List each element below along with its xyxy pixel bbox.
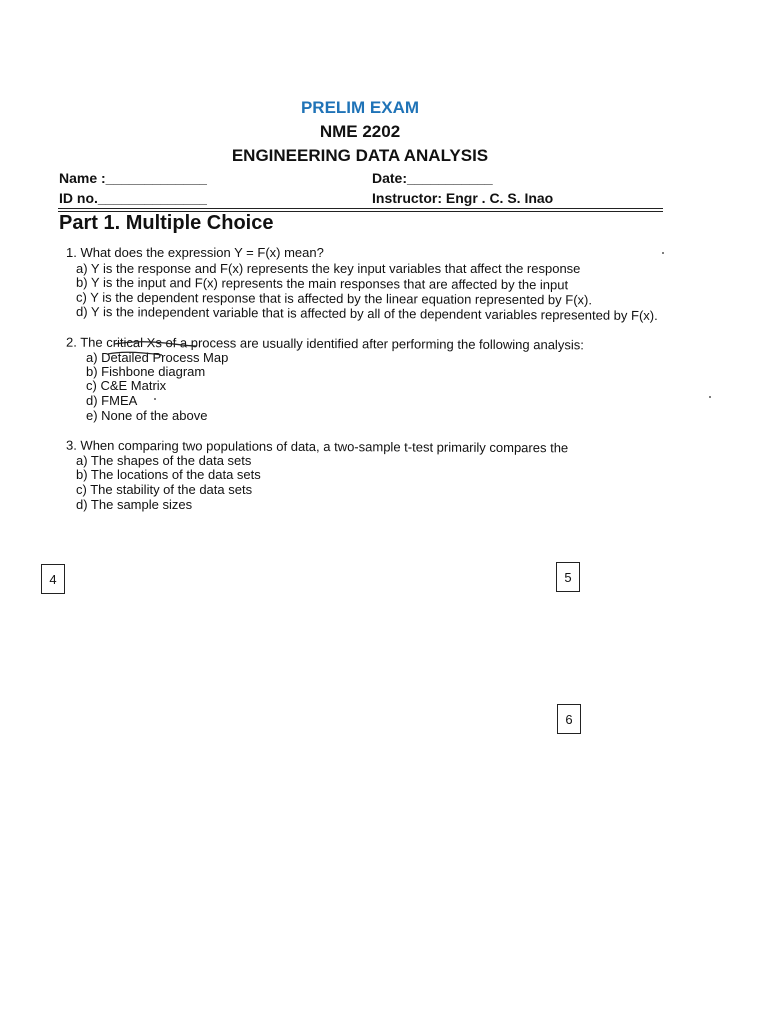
header-divider-top — [58, 208, 663, 209]
option-c: c) C&E Matrix — [86, 378, 167, 393]
option-b: b) Fishbone diagram — [86, 364, 206, 379]
option-c: c) The stability of the data sets — [76, 482, 253, 497]
question-text: 3. When comparing two populations of data, a two-sample t-test primarily compares the — [65, 437, 569, 456]
option-d: d) FMEA — [86, 393, 138, 408]
question-text: 1. What does the expression Y = F(x) mean? — [66, 245, 324, 260]
question-text: 2. The critical Xs of a process are usually identified after performing the following analysis: — [65, 334, 584, 353]
course-code: NME 2202 — [319, 122, 401, 141]
exam-type: PRELIM EXAM — [300, 98, 420, 117]
scan-speck — [662, 252, 664, 254]
id-field: ID no.______________ — [59, 190, 207, 206]
handwritten-strike-mark — [106, 348, 166, 360]
option-c: c) Y is the dependent response that is affected by the linear equation represented by F(x). — [75, 289, 593, 308]
name-field: Name :_____________ — [59, 170, 207, 186]
instructor-field: Instructor: Engr . C. S. Inao — [372, 190, 554, 206]
option-d: d) The sample sizes — [76, 497, 193, 512]
scan-speck — [154, 398, 156, 400]
option-a: a) Detailed Process Map — [86, 350, 229, 365]
course-title: ENGINEERING DATA ANALYSIS — [231, 146, 489, 165]
page-number-box-4: 4 — [41, 564, 65, 594]
option-b: b) Y is the input and F(x) represents the main responses that are affected by the input — [75, 274, 569, 293]
option-a: a) The shapes of the data sets — [76, 453, 252, 468]
option-b: b) The locations of the data sets — [76, 467, 261, 482]
scan-speck — [709, 396, 711, 398]
date-field: Date:___________ — [372, 170, 493, 186]
page-number-box-5: 5 — [556, 562, 580, 592]
option-a: a) Y is the response and F(x) represents the key input variables that affect the response — [76, 261, 581, 276]
option-d: d) Y is the independent variable that is affected by all of the dependent variables represented by F(x). — [75, 303, 658, 324]
option-e: e) None of the above — [86, 408, 208, 423]
page-number-box-6: 6 — [557, 704, 581, 734]
part-title: Part 1. Multiple Choice — [59, 212, 274, 234]
